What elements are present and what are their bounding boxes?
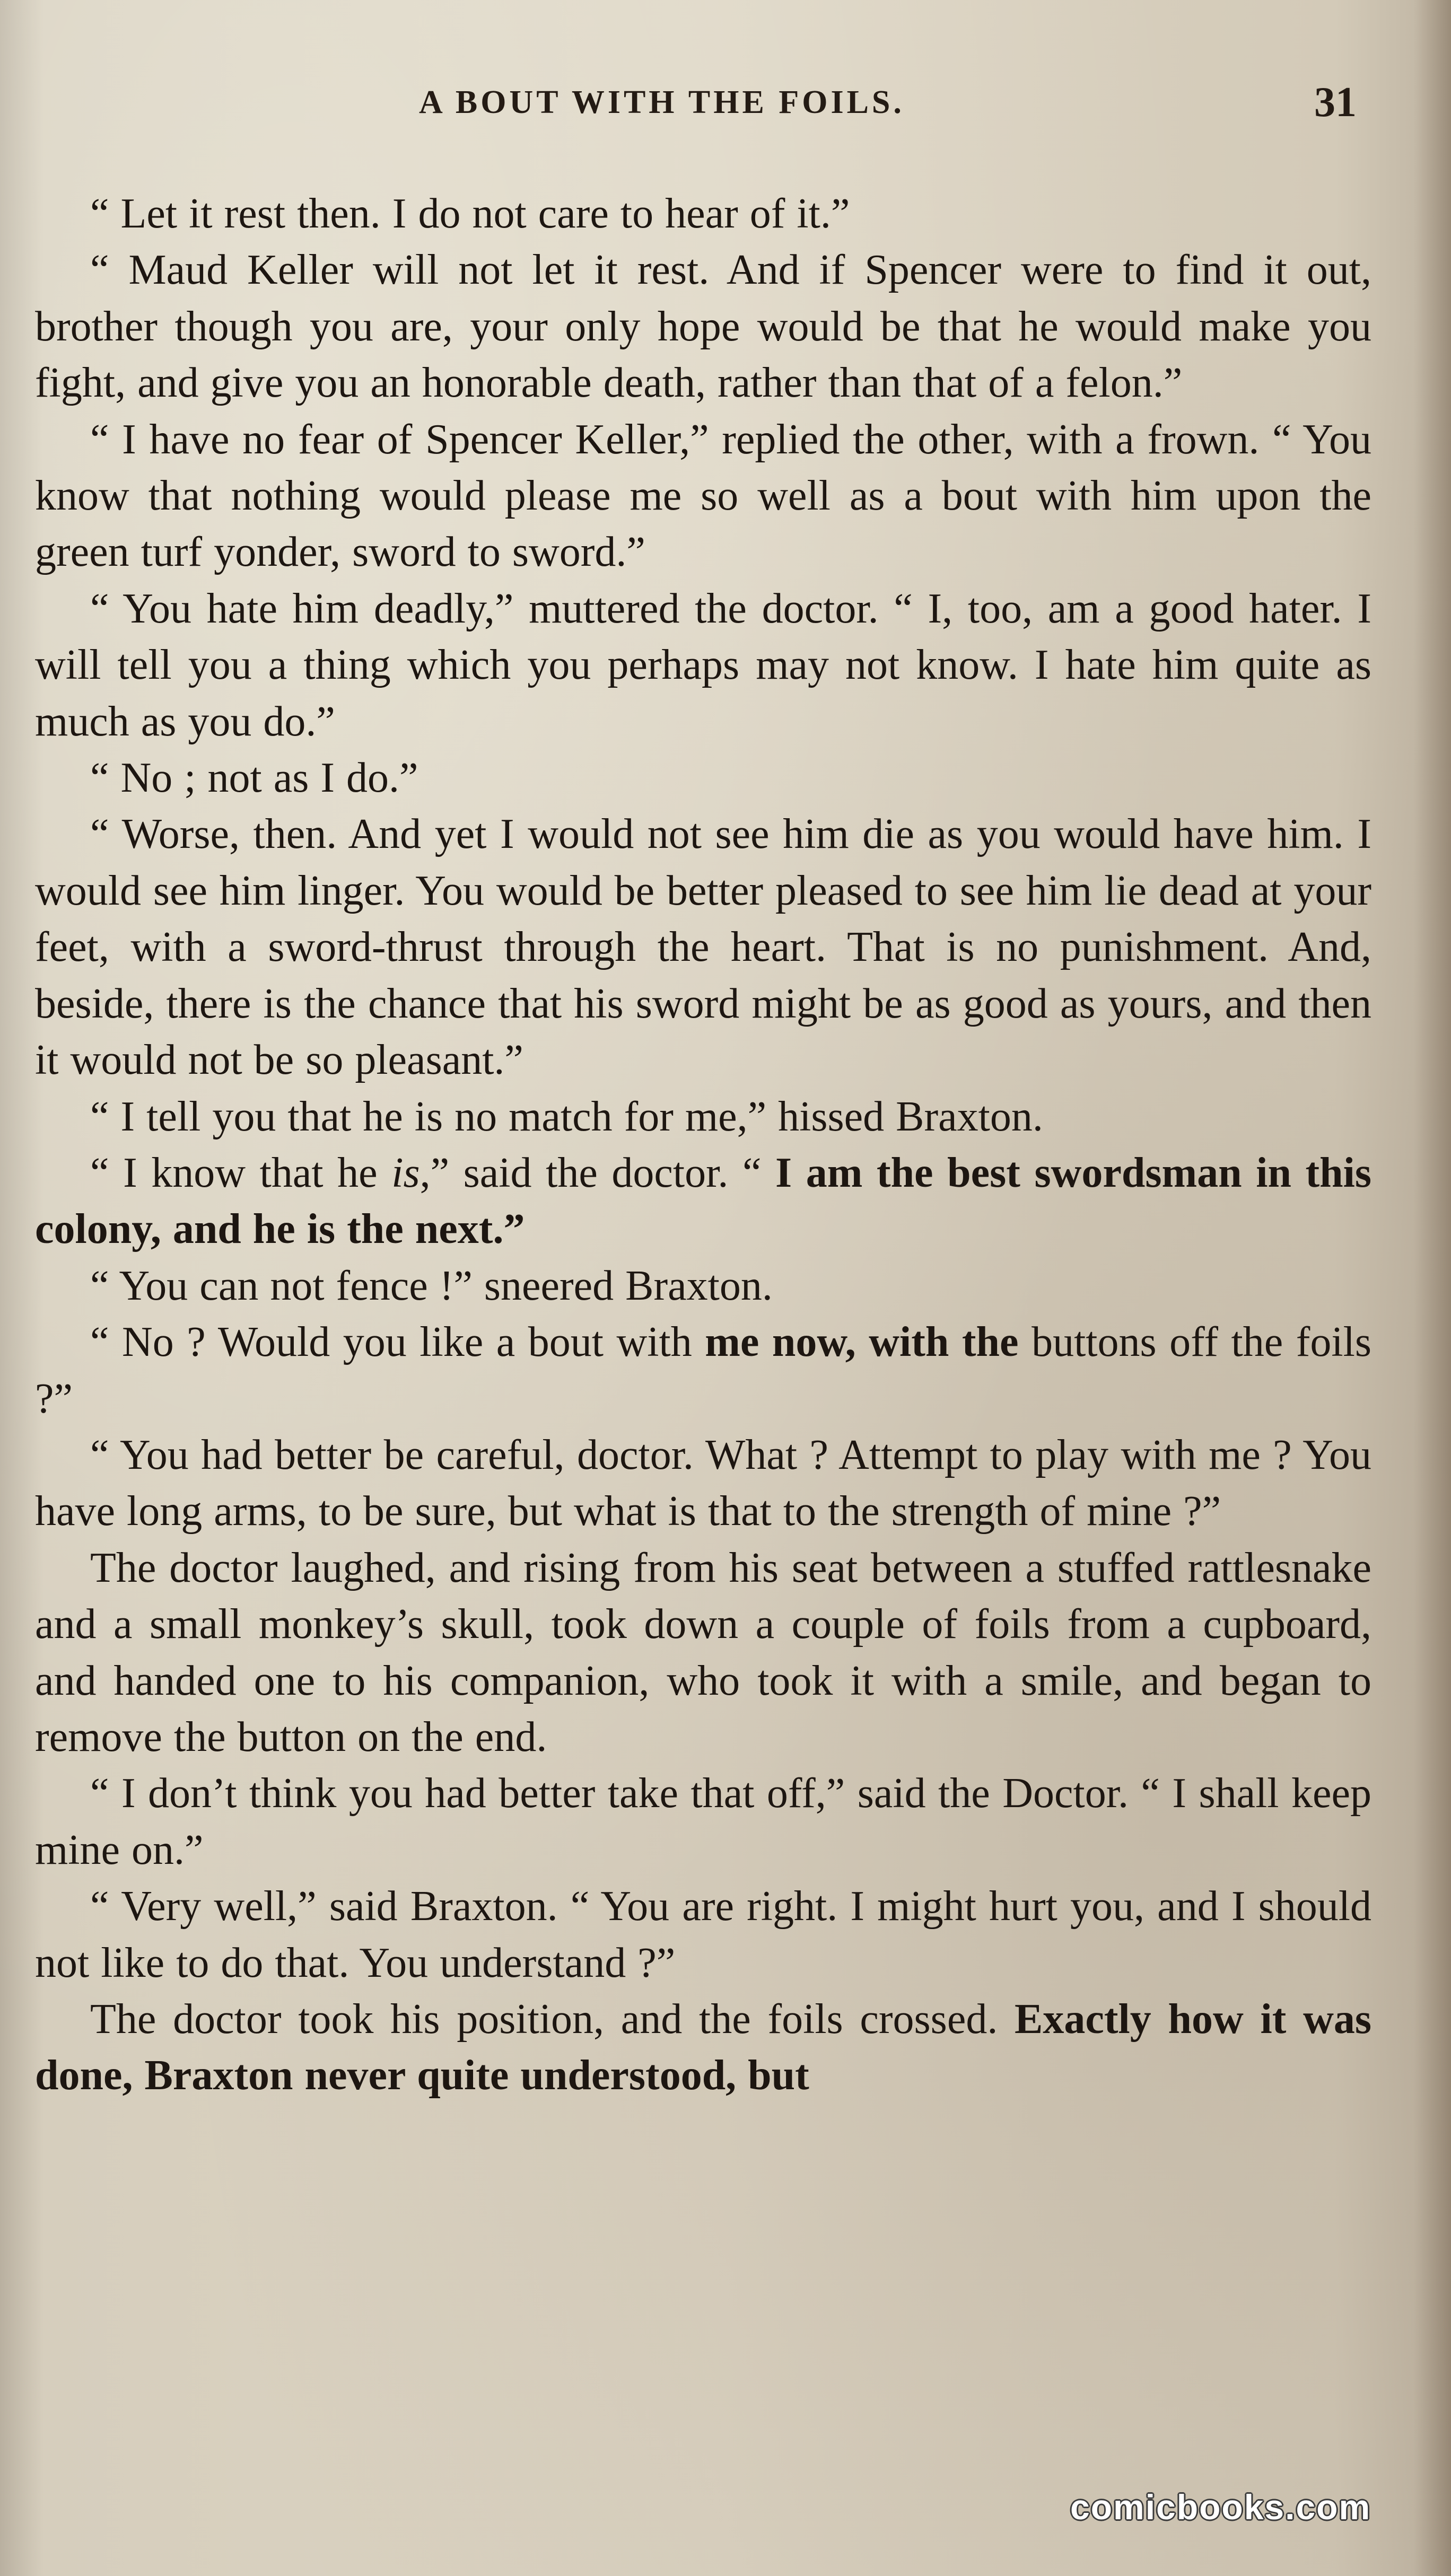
paragraph	[35, 1540, 1371, 1766]
text-run: “ Very well,” said Braxton. “ You are right. I might hurt you, and I should not like to do that. You understand ?”	[35, 1883, 1371, 1986]
text-run: is	[391, 1149, 420, 1196]
text-run: “ Maud Keller will not let it rest. And if Spencer were to find it out, brother though you are, your only hope would be that he would make you fight, and give you an honorable death, rather than that of a felon.”	[35, 247, 1371, 407]
paragraph	[35, 186, 1371, 242]
text-run: “ You had better be careful, doctor. What ? Attempt to play with me ? You have long arms, to be sure, but what is that to the strength of mine ?”	[35, 1431, 1371, 1535]
text-run: “ I know that he	[90, 1149, 392, 1196]
paragraph	[35, 242, 1371, 411]
paragraph	[35, 411, 1371, 581]
paragraph	[35, 581, 1371, 750]
text-run: The doctor laughed, and rising from his seat between a stuffed rattlesnake and a small monkey’s skull, took down a couple of foils from a cupboard, and handed one to his companion, who took it with a smile, and began to remove the button on the end.	[35, 1544, 1371, 1760]
paragraph	[35, 1145, 1371, 1258]
paragraph	[35, 1878, 1371, 1991]
text-run: I am the best swordsman in this colony, and he is the next.”	[35, 1149, 1371, 1253]
text-run: “ No ; not as I do.”	[90, 755, 418, 802]
paragraph	[35, 1314, 1371, 1427]
text-run: ,” said the doctor. “	[419, 1149, 776, 1196]
text-run: “ I have no fear of Spencer Keller,” replied the other, with a frown. “ You know that nothing would please me so well as a bout with him upon the green turf yonder, sword to sword.”	[35, 416, 1371, 576]
paragraph	[35, 1258, 1371, 1314]
paragraph	[35, 1427, 1371, 1540]
text-run: buttons off the foils ?”	[35, 1319, 1372, 1422]
text-run: me now, with the	[705, 1319, 1019, 1366]
text-run: “ Let it rest then. I do not care to hear of it.”	[90, 190, 850, 237]
running-head	[0, 78, 1451, 142]
text-run: “ I don’t think you had better take that off,” said the Doctor. “ I shall keep mine on.”	[35, 1770, 1371, 1873]
running-title: A BOUT WITH THE FOILS.	[419, 84, 905, 120]
text-run: “ No ? Would you like a bout with	[90, 1319, 705, 1366]
text-run: “ You can not fence !” sneered Braxton.	[90, 1262, 773, 1309]
text-run: “ You hate him deadly,” muttered the doctor. “ I, too, am a good hater. I will tell you a thing which you perhaps may not know. I hate him quite as much as you do.”	[35, 585, 1371, 745]
body-text	[35, 186, 1371, 2104]
text-run: The doctor took his position, and the foils crossed.	[90, 1996, 1015, 2043]
text-run: Exactly how it was done, Braxton never quite understood, but	[35, 1996, 1371, 2099]
paragraph	[35, 1089, 1371, 1145]
paragraph	[35, 806, 1371, 1088]
text-run: “ I tell you that he is no match for me,” hissed Braxton.	[90, 1093, 1043, 1140]
paragraph	[35, 750, 1371, 806]
paragraph	[35, 1765, 1371, 1878]
paragraph	[35, 1991, 1371, 2104]
page-number: 31	[1314, 79, 1357, 126]
text-run: “ Worse, then. And yet I would not see him die as you would have him. I would see him linger. You would be better pleased to see him lie dead at your feet, with a sword-thrust through the heart. That is no punishment. And, beside, there is the chance that his sword might be as good as yours, and then it would not be so pleasant.”	[35, 811, 1371, 1084]
watermark: comicbooks.com	[1070, 2487, 1371, 2527]
